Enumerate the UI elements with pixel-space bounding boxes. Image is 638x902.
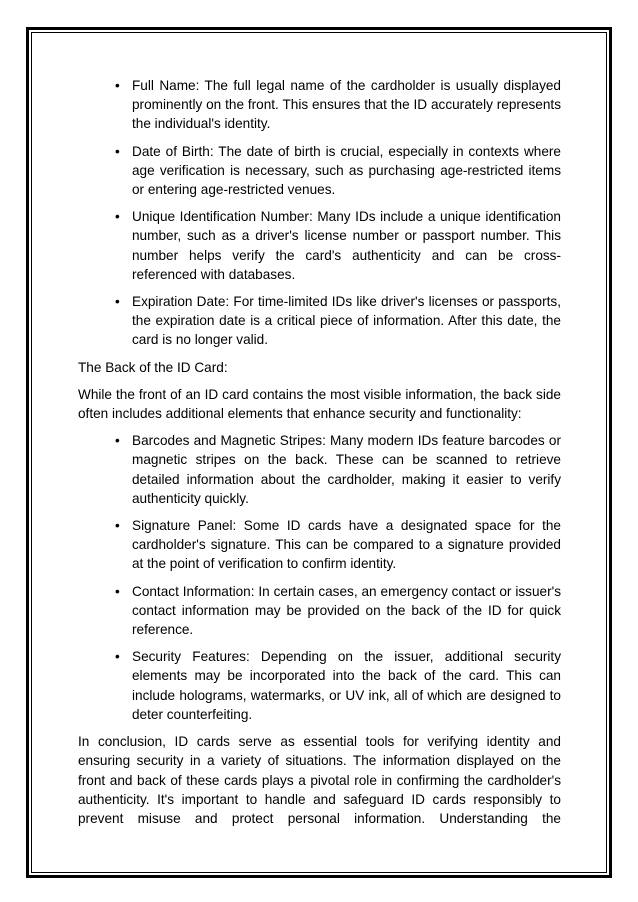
bullet-icon: • [115, 78, 120, 93]
list-item-text: Expiration Date: For time-limited IDs like driver's licenses or passports, the expiration date is a critical piece of information. After this date, the card is no longer valid. [132, 294, 561, 348]
bullet-icon: • [115, 583, 120, 599]
list-item-text: Unique Identification Number: Many IDs include a unique identification number, such as a driver's license number or passport number. This number helps verify the card's authenticity and can be cross-referenced with databases. [132, 209, 561, 282]
list-item [115, 582, 561, 640]
bullet-icon: • [115, 433, 120, 449]
back-intro-paragraph: While the front of an ID card contains the most visible information, the back side often includes additional elements that enhance security and functionality: [78, 386, 561, 422]
list-item [115, 207, 561, 284]
bullet-icon: • [115, 143, 120, 159]
list-item-text: Date of Birth: The date of birth is crucial, especially in contexts where age verification is necessary, such as purchasing age-restricted items or entering age-restricted venues. [132, 143, 561, 198]
document-body [78, 76, 561, 836]
list-item [115, 516, 561, 574]
back-features-list [78, 431, 561, 724]
list-item-text: Signature Panel: Some ID cards have a designated space for the cardholder's signature. This can be compared to a signature provided at the point of verification to confirm identity. [132, 518, 561, 572]
conclusion-paragraph: In conclusion, ID cards serve as essential tools for verifying identity and ensuring security in a variety of situations. The information displayed on the front and back of these cards plays a pivotal role in confirming the cardholder's authenticity. It's important to handle and safeguard ID cards responsibly to prevent misuse and protect personal information. Understanding the [78, 734, 561, 826]
list-item-text: Barcodes and Magnetic Stripes: Many modern IDs feature barcodes or magnetic stripes on the back. These can be scanned to retrieve detailed information about the cardholder, making it easier to verify authenticity quickly. [132, 433, 561, 506]
list-item [115, 431, 561, 508]
list-item [115, 647, 561, 724]
bullet-icon: • [115, 518, 120, 534]
back-section-heading: The Back of the ID Card: [78, 359, 228, 375]
list-item [115, 292, 561, 350]
bullet-icon: • [115, 294, 120, 310]
bullet-icon: • [115, 649, 120, 665]
list-item [115, 142, 561, 200]
list-item [115, 76, 561, 134]
list-item-text: Contact Information: In certain cases, an emergency contact or issuer's contact information may be provided on the back of the ID for quick reference. [132, 583, 561, 638]
front-features-list [78, 76, 561, 350]
list-item-text: Security Features: Depending on the issuer, additional security elements may be incorporated into the back of the card. This can include holograms, watermarks, or UV ink, all of which are designed to deter counterfeiting. [132, 649, 561, 722]
bullet-icon: • [115, 209, 120, 225]
list-item-text: Full Name: The full legal name of the cardholder is usually displayed prominently on the front. This ensures that the ID accurately represents the individual's identity. [132, 78, 561, 132]
